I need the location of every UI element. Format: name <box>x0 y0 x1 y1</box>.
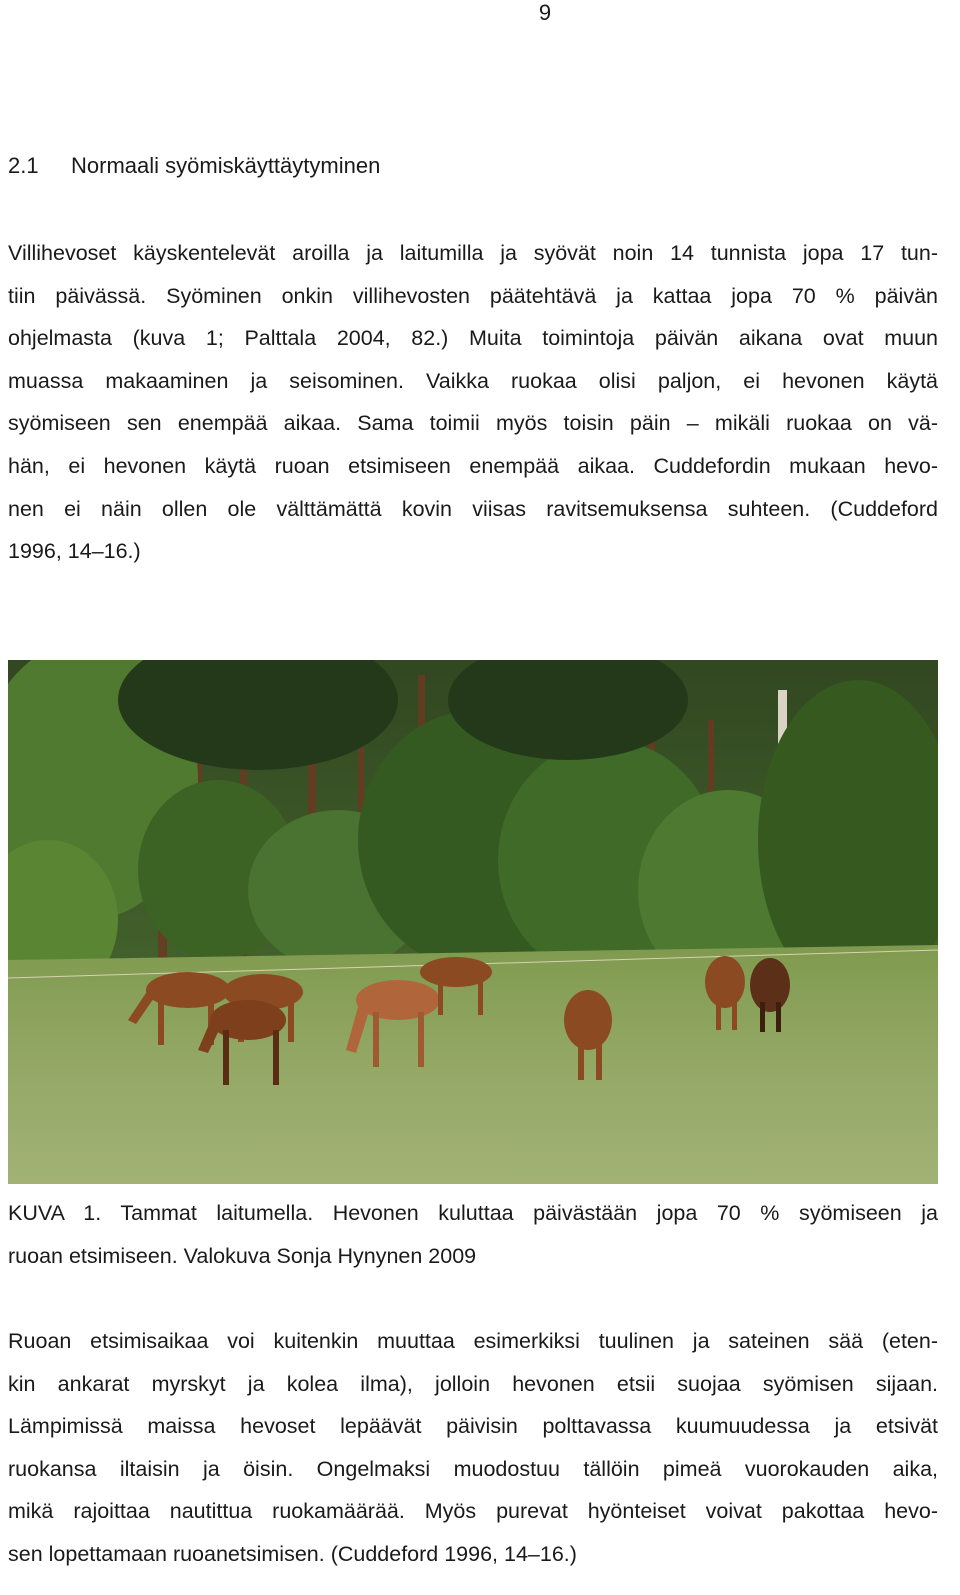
body-paragraph-1 <box>8 232 938 573</box>
paragraph-line: ohjelmasta (kuva 1; Palttala 2004, 82.) Muita toimintoja päivän aikana ovat muun <box>8 326 938 351</box>
paragraph-line: Ruoan etsimisaikaa voi kuitenkin muuttaa esimerkiksi tuulinen ja sateinen sää (eten- <box>8 1329 938 1353</box>
photo-illustration <box>8 660 938 1184</box>
paragraph-line: mikä rajoittaa nautittua ruokamäärää. Myös purevat hyönteiset voivat pakottaa hevo- <box>8 1499 938 1524</box>
paragraph-line: sen lopettamaan ruoanetsimisen. (Cuddeford 1996, 14–16.) <box>8 1541 577 1566</box>
paragraph-line: nen ei näin ollen ole välttämättä kovin viisas ravitsemuksensa suhteen. (Cuddeford <box>8 496 938 521</box>
paragraph-line: kin ankarat myrskyt ja kolea ilma), jolloin hevonen etsii suojaa syömisen sijaan. <box>8 1371 938 1396</box>
section-number: 2.1 <box>8 153 39 178</box>
section-title: Normaali syömiskäyttäytyminen <box>71 153 381 178</box>
page-number: 9 <box>538 0 552 25</box>
paragraph-line: syömiseen sen enempää aikaa. Sama toimii myös toisin päin – mikäli ruokaa on vä- <box>8 411 938 436</box>
paragraph-line: Villihevoset käyskentelevät aroilla ja laitumilla ja syövät noin 14 tunnista jopa 17 tun- <box>8 241 938 265</box>
paragraph-line: muassa makaaminen ja seisominen. Vaikka ruokaa olisi paljon, ei hevonen käytä <box>8 368 938 393</box>
figure-caption <box>8 1192 938 1277</box>
paragraph-line: tiin päivässä. Syöminen onkin villihevosten päätehtävä ja kattaa jopa 70 % päivän <box>8 283 938 308</box>
caption-line: ruoan etsimiseen. Valokuva Sonja Hynynen 2009 <box>8 1243 477 1268</box>
body-paragraph-2 <box>8 1320 938 1576</box>
paragraph-line: ruokansa iltaisin ja öisin. Ongelmaksi muodostuu tällöin pimeä vuorokauden aika, <box>8 1456 938 1481</box>
paragraph-line: hän, ei hevonen käytä ruoan etsimiseen enempää aikaa. Cuddefordin mukaan hevo- <box>8 453 938 478</box>
paragraph-line: Lämpimissä maissa hevoset lepäävät päivisin polttavassa kuumuudessa ja etsivät <box>8 1414 938 1439</box>
caption-line: KUVA 1. Tammat laitumella. Hevonen kuluttaa päivästään jopa 70 % syömiseen ja <box>8 1201 938 1225</box>
paragraph-line: 1996, 14–16.) <box>8 539 141 564</box>
horses-grazing-photo <box>8 660 938 1184</box>
section-heading <box>8 152 380 180</box>
